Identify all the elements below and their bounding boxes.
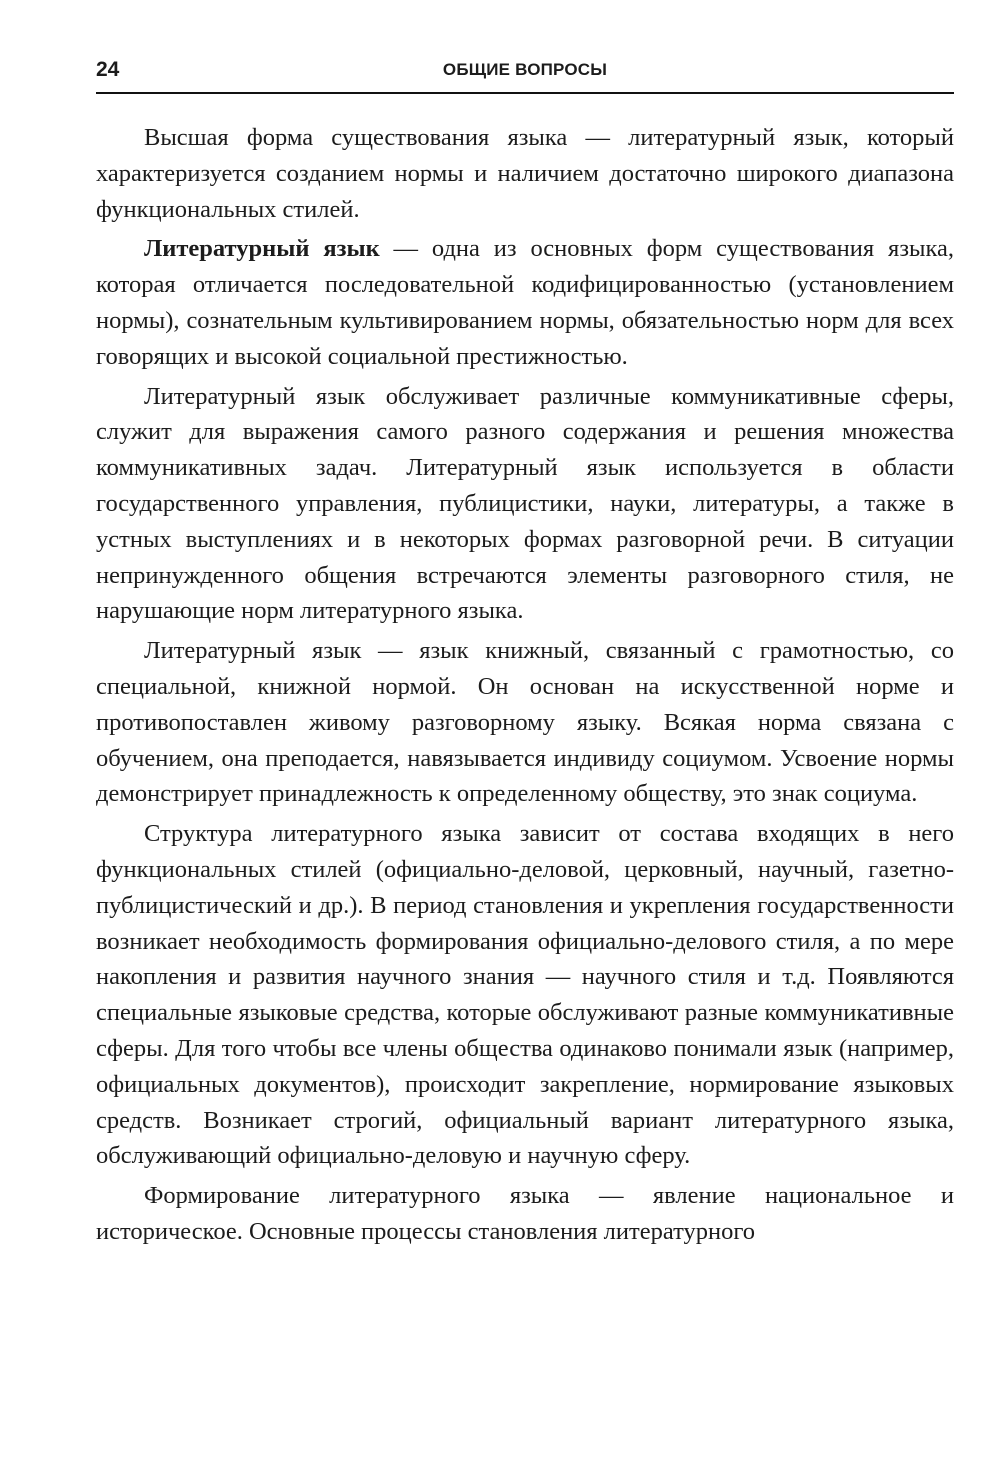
paragraph-1-text: Высшая форма существования языка — литературный язык, который характеризуется созданием нормы и наличием достаточно широкого диапазона функциональных стилей. <box>96 124 954 223</box>
running-title: ОБЩИЕ ВОПРОСЫ <box>442 60 608 79</box>
term-literary-language: Литературный язык <box>144 235 380 263</box>
paragraph-4-text: Литературный язык — язык книжный, связанный с грамотностью, со специальной, книжной нормой. Он основан на искусственной норме и противопоставлен живому разговорному языку. Всякая норма связана с обучением, она преподается, навязывается индивиду социумом. Усвоение нормы демонстрирует принадлежность к определенному обществу, это знак социума. <box>96 637 954 808</box>
body-text <box>96 120 954 1250</box>
paragraph-6 <box>96 1178 954 1250</box>
paragraph-2-text: — одна из основных форм существования языка, которая отличается последовательной кодифицированностью (установлением нормы), сознательным культивированием нормы, обязательностью норм для всех говорящих и высокой социальной престижностью. <box>96 235 954 370</box>
paragraph-5-text: Структура литературного языка зависит от состава входящих в него функциональных стилей (официально-деловой, церковный, научный, газетно-публицистический и др.). В период становления и укрепления государственности возникает необходимость формирования официально-делового стиля, а по мере накопления и развития научного знания — научного стиля и т.д. Появляются специальные языковые средства, которые обслуживают разные коммуникативные сферы. Для того чтобы все члены общества одинаково понимали язык (например, официальных документов), происходит закрепление, нормирование языковых средств. Возникает строгий, официальный вариант литературного языка, обслуживающий официально-деловую и научную сферу. <box>96 820 954 1170</box>
paragraph-1 <box>96 120 954 227</box>
page-header <box>96 54 954 94</box>
paragraph-5 <box>96 816 954 1174</box>
paragraph-6-text: Формирование литературного языка — явление национальное и историческое. Основные процессы становления литературного <box>96 1182 954 1245</box>
paragraph-3-text: Литературный язык обслуживает различные коммуникативные сферы, служит для выражения самого разного содержания и решения множества коммуникативных задач. Литературный язык используется в области государственного управления, публицистики, науки, литературы, а также в устных выступлениях и в некоторых формах разговорной речи. В ситуации непринужденного общения встречаются элементы разговорного стиля, не нарушающие норм литературного языка. <box>96 382 954 625</box>
paragraph-2 <box>96 231 954 374</box>
paragraph-3 <box>96 379 954 630</box>
page-number: 24 <box>96 58 120 81</box>
paragraph-4 <box>96 633 954 812</box>
